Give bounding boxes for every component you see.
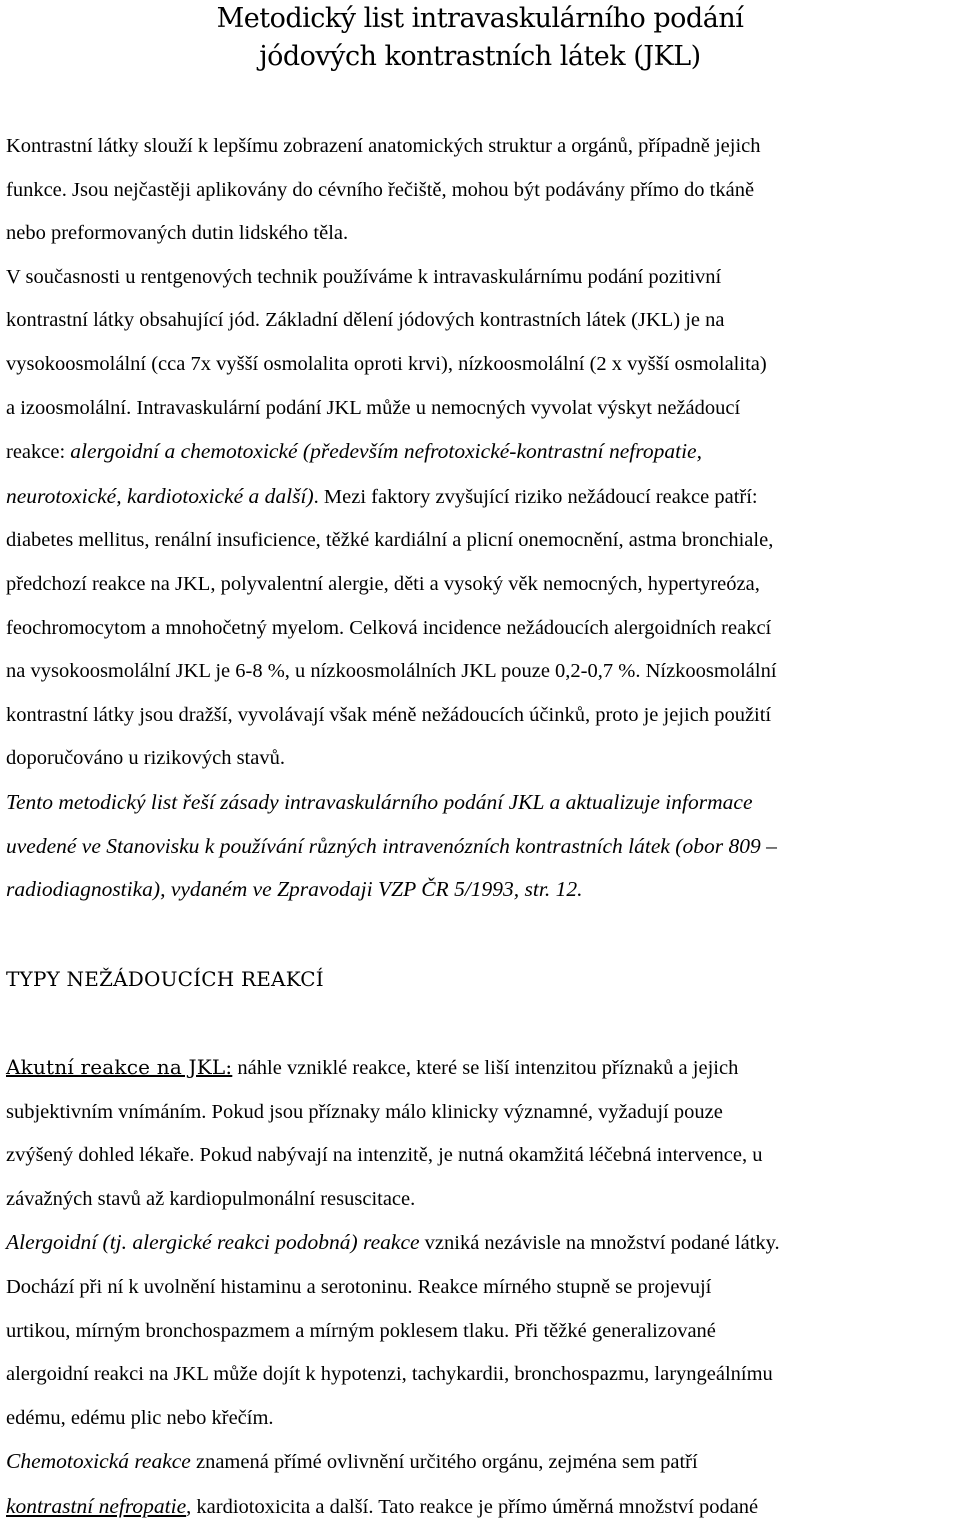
acute-reactions-term: Akutní reakce na JKL: [6, 1055, 233, 1079]
acute-line [6, 1046, 950, 1091]
title-line-2: jódových kontrastních látek (JKL) [259, 41, 701, 72]
chemotoxic-definition: znamená přímé ovlivnění určitého orgánu, zejména sem patří [190, 1451, 698, 1474]
scope-note-line: uvedené ve Stanovisku k používání různých intravenózních kontrastních látek (obor 809 – [6, 833, 777, 858]
intro-line: a izoosmolální. Intravaskulární podání JKL může u nemocných vyvolat výskyt nežádoucí [6, 396, 741, 419]
chemotoxic-term: Chemotoxická reakce [6, 1449, 191, 1474]
acute-line: edému, edému plic nebo křečím. [6, 1406, 274, 1429]
acute-definition: náhle vzniklé reakce, které se liší intenzitou příznaků a jejich [232, 1057, 739, 1079]
acute-line [6, 1440, 950, 1485]
acute-line: Dochází při ní k uvolnění histaminu a serotoninu. Reakce mírného stupně se projevují [6, 1275, 712, 1298]
scope-note-line: Tento metodický list řeší zásady intravaskulárního podání JKL a aktualizuje informace [6, 789, 753, 814]
intro-line: kontrastní látky jsou dražší, vyvolávají však méně nežádoucích účinků, proto je jejich použití [6, 703, 772, 726]
intro-paragraph [6, 125, 950, 912]
acute-line: subjektivním vnímáním. Pokud jsou příznaky málo klinicky významné, vyžadují pouze [6, 1100, 723, 1123]
document-title [0, 0, 960, 76]
intro-line: na vysokoosmolální JKL je 6-8 %, u nízkoosmolálních JKL pouze 0,2-0,7 %. Nízkoosmolální [6, 660, 777, 683]
intro-line: diabetes mellitus, renální insuficience, těžké kardiální a plicní onemocnění, astma bronchiale, [6, 529, 774, 552]
risk-factors-text: . Mezi faktory zvyšující riziko nežádoucí reakce patří: [313, 485, 758, 508]
intro-line: funkce. Jsou nejčastěji aplikovány do cévního řečiště, mohou být podávány přímo do tkáně [6, 178, 755, 201]
reaction-types-italic-cont: neurotoxické, kardiotoxické a další) [6, 483, 314, 508]
intro-line: vysokoosmolální (cca 7x vyšší osmolalita oproti krvi), nízkoosmolální (2 x vyšší osmolalita) [6, 352, 767, 375]
intro-line: feochromocytom a mnohočetný myelom. Celková incidence nežádoucích alergoidních reakcí [6, 616, 772, 639]
nephropathy-term: kontrastní nefropatie [6, 1493, 187, 1518]
intro-line [6, 475, 950, 520]
scope-note-line: radiodiagnostika), vydaném ve Zpravodaji VZP ČR 5/1993, str. 12. [6, 877, 583, 902]
intro-line [6, 430, 950, 475]
title-line-1: Metodický list intravaskulárního podání [216, 3, 744, 34]
reaction-types-italic: alergoidní a chemotoxické (především nefrotoxické-kontrastní nefropatie, [70, 439, 702, 464]
acute-line: urtikou, mírným bronchospazmem a mírným poklesem tlaku. Při těžké generalizované [6, 1319, 716, 1342]
section-heading: TYPY NEŽÁDOUCÍCH REAKCÍ [6, 967, 324, 991]
chemotoxic-examples: , kardiotoxicita a další. Tato reakce je přímo úměrná množství podané [186, 1495, 759, 1518]
intro-line: doporučováno u rizikových stavů. [6, 747, 285, 770]
allergoid-term: Alergoidní (tj. alergické reakci podobná) reakce [6, 1230, 420, 1255]
intro-line: V současnosti u rentgenových technik používáme k intravaskulárnímu podání pozitivní [6, 265, 722, 288]
reakce-label: reakce: [6, 441, 71, 464]
allergoid-definition: vzniká nezávisle na množství podané látky. [419, 1232, 780, 1255]
acute-line [6, 1485, 950, 1530]
intro-line: předchozí reakce na JKL, polyvalentní alergie, děti a vysoký věk nemocných, hypertyreóza, [6, 572, 760, 595]
acute-line: alergoidní reakci na JKL může dojít k hypotenzi, tachykardii, bronchospazmu, laryngeálnímu [6, 1363, 773, 1386]
acute-reactions-paragraph [6, 1046, 950, 1530]
acute-line: zvýšený dohled lékaře. Pokud nabývají na intenzitě, je nutná okamžitá léčebná intervence, u [6, 1144, 763, 1167]
intro-line: kontrastní látky obsahující jód. Základní dělení jódových kontrastních látek (JKL) je na [6, 309, 725, 332]
acute-line: závažných stavů až kardiopulmonální resuscitace. [6, 1187, 416, 1210]
acute-line [6, 1221, 950, 1266]
intro-line: nebo preformovaných dutin lidského těla. [6, 222, 349, 245]
intro-line: Kontrastní látky slouží k lepšímu zobrazení anatomických struktur a orgánů, případně jejich [6, 135, 761, 157]
